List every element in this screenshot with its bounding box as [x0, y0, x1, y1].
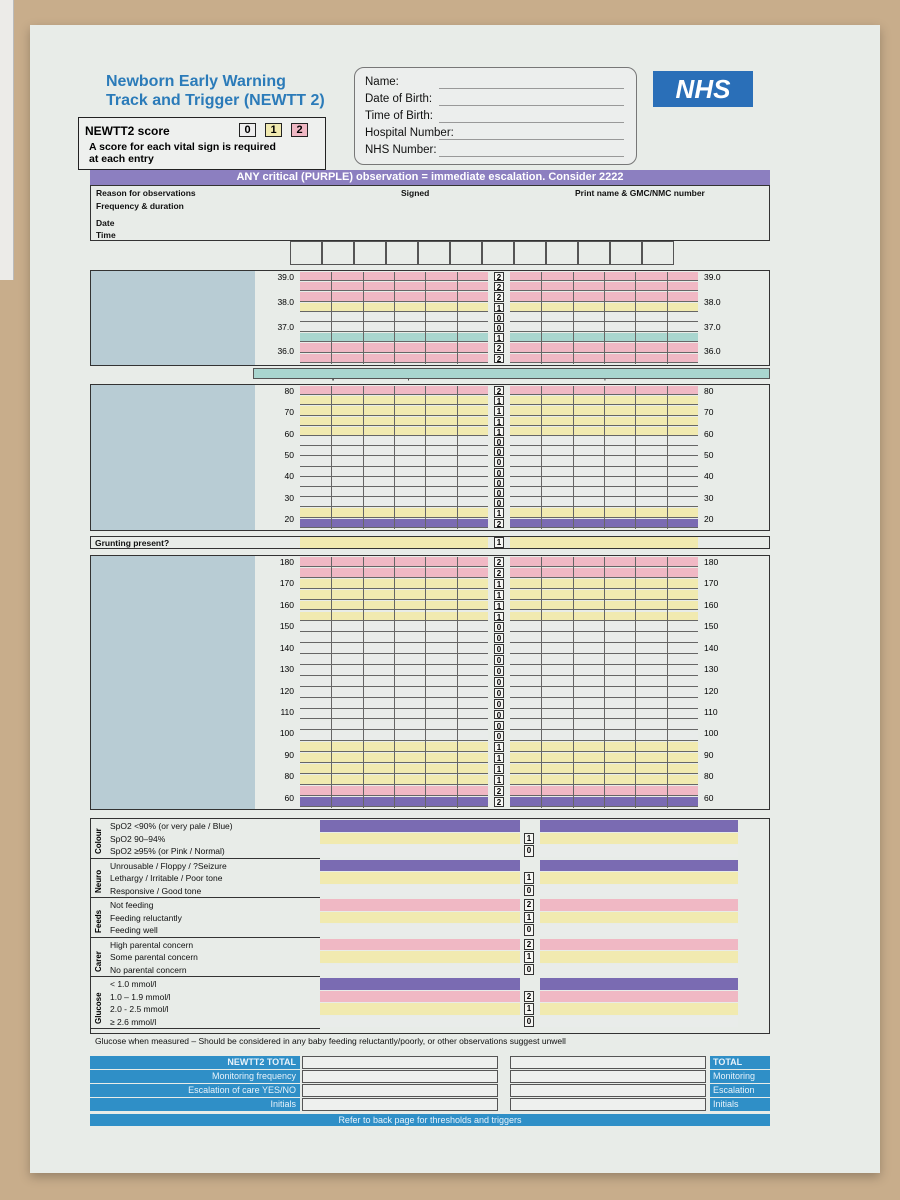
totals-r_monitoring-label: Monitoring: [710, 1070, 770, 1083]
heart_rate-tick-left: 180: [279, 557, 294, 567]
heart_rate-tick-left: 130: [279, 664, 294, 675]
totals-grid-right[interactable]: [510, 1070, 706, 1083]
grid-divider: [457, 557, 458, 808]
respirations-tick-right: 70: [704, 407, 714, 418]
colour-row-label: SpO2 90–94%: [110, 833, 166, 844]
neuro-side-label: Neuro: [94, 869, 103, 893]
grid-divider: [604, 386, 605, 529]
print-name-label: Print name & GMC/NMC number: [575, 188, 705, 198]
totals-grid-right[interactable]: [510, 1098, 706, 1111]
grunting-grid-left[interactable]: [300, 537, 488, 548]
feeds-grid-left[interactable]: [320, 899, 520, 911]
temperature-tick-left: 39.0: [277, 272, 294, 282]
neuro-grid-left[interactable]: [320, 885, 520, 897]
respirations-score-cell: 2: [494, 386, 504, 395]
respirations-tick-right: 50: [704, 449, 714, 460]
grid-divider: [363, 272, 364, 364]
respirations-tick-right: 60: [704, 428, 714, 439]
grid-divider: [573, 557, 574, 808]
heart_rate-score-cell: 1: [494, 590, 504, 600]
totals-r_total-label: TOTAL: [710, 1056, 770, 1069]
heart_rate-score-cell: 1: [494, 775, 504, 785]
grid-divider: [331, 557, 332, 808]
temperature-score-cell: 2: [494, 282, 504, 291]
signed-label: Signed: [401, 188, 430, 198]
temperature-score-cell: 1: [494, 333, 504, 342]
heart_rate-tick-right: 170: [704, 578, 719, 589]
carer-score-cell: 1: [524, 951, 534, 963]
grid-divider: [635, 557, 636, 808]
heart_rate-score-cell: 2: [494, 786, 504, 796]
glucose-grid-right[interactable]: [540, 1016, 738, 1028]
score-key-label: NEWTT2 score: [85, 124, 170, 138]
glucose-grid-left[interactable]: [320, 1003, 520, 1015]
heart_rate-score-cell: 2: [494, 797, 504, 807]
respirations-score-cell: 0: [494, 498, 504, 507]
grid-divider: [573, 386, 574, 529]
respirations-tick-left: 20: [284, 513, 294, 524]
heart_rate-score-cell: 1: [494, 753, 504, 763]
heart_rate-tick-right: 100: [704, 728, 719, 739]
totals-r_escalation-label: Escalation: [710, 1084, 770, 1097]
glucose-row-label: 1.0 – 1.9 mmol/l: [110, 991, 171, 1002]
totals-grid-left[interactable]: [302, 1084, 498, 1097]
heart_rate-score-cell: 0: [494, 644, 504, 654]
heart_rate-score-cell: 0: [494, 666, 504, 676]
patient-dob-line[interactable]: [439, 105, 624, 106]
heart_rate-score-cell: 0: [494, 633, 504, 643]
temperature-score-cell: 2: [494, 272, 504, 281]
date-time-cell[interactable]: [418, 241, 450, 265]
respirations-score-cell: 1: [494, 396, 504, 405]
feeds-side-label: Feeds: [94, 909, 103, 933]
totals-grid-right[interactable]: [510, 1084, 706, 1097]
respirations-tick-left: 80: [284, 386, 294, 396]
heart_rate-label-panel: [91, 556, 255, 809]
carer-grid-right[interactable]: [540, 951, 738, 963]
heart_rate-score-cell: 0: [494, 721, 504, 731]
grunting-label: Grunting present?: [95, 538, 170, 548]
grid-divider: [667, 272, 668, 364]
neuro-row-label: Responsive / Good tone: [110, 885, 202, 896]
colour-grid-right[interactable]: [540, 833, 738, 845]
grid-divider: [363, 557, 364, 808]
temperature-score-cell: 2: [494, 343, 504, 352]
feeds-row-label: Not feeding: [110, 900, 154, 910]
feeds-score-cell: 1: [524, 912, 534, 924]
respirations-tick-left: 60: [284, 428, 294, 439]
glucose-grid-left[interactable]: [320, 991, 520, 1003]
neuro-row-label: Lethargy / Irritable / Poor tone: [110, 873, 223, 883]
glucose-grid-left[interactable]: [320, 978, 520, 990]
grid-divider: [541, 386, 542, 529]
patient-tob-line[interactable]: [439, 122, 624, 123]
temperature-alert-bar: [253, 368, 770, 379]
grid-divider: [541, 557, 542, 808]
grid-divider: [667, 557, 668, 808]
feeds-grid-left[interactable]: [320, 924, 520, 936]
respirations-tick-left: 70: [284, 407, 294, 418]
totals-grid-left[interactable]: [302, 1056, 498, 1069]
respirations-score-cell: 1: [494, 427, 504, 436]
totals-r_initials-label: Initials: [710, 1098, 770, 1111]
grid-divider: [331, 272, 332, 364]
carer-score-cell: 0: [524, 964, 534, 976]
colour-grid-right[interactable]: [540, 820, 738, 832]
grid-divider: [573, 272, 574, 364]
group-divider: [90, 937, 320, 938]
heart_rate-score-cell: 0: [494, 710, 504, 720]
glucose-score-cell: 2: [524, 991, 534, 1003]
date-time-cell[interactable]: [610, 241, 642, 265]
respirations-tick-left: 50: [284, 449, 294, 460]
group-divider: [90, 976, 320, 977]
frequency-label: Frequency & duration: [96, 201, 184, 211]
colour-grid-left[interactable]: [320, 820, 520, 832]
temperature-tick-right: 37.0: [704, 321, 721, 332]
heart_rate-tick-right: 60: [704, 792, 714, 803]
respirations-tick-right: 40: [704, 471, 714, 482]
grid-divider: [457, 272, 458, 364]
patient-hospital-line[interactable]: [439, 139, 624, 140]
heart_rate-score-cell: 0: [494, 699, 504, 709]
heart_rate-tick-right: 90: [704, 749, 714, 760]
glucose-grid-right[interactable]: [540, 978, 738, 990]
respirations-tick-right: 30: [704, 492, 714, 503]
grid-divider: [425, 557, 426, 808]
date-label: Date: [96, 218, 115, 228]
heart_rate-tick-left: 90: [284, 749, 294, 760]
temperature-tick-right: 39.0: [704, 272, 721, 282]
colour-side-label: Colour: [94, 827, 103, 854]
background-paper: [0, 0, 14, 280]
reason-label: Reason for observations: [96, 188, 196, 198]
feeds-grid-right[interactable]: [540, 899, 738, 911]
totals-monitoring-label: Monitoring frequency: [90, 1070, 300, 1083]
respirations-score-cell: 0: [494, 488, 504, 497]
feeds-score-cell: 2: [524, 899, 534, 911]
temperature-score-cell: 0: [494, 323, 504, 332]
patient-name-label: Name:: [365, 76, 399, 88]
heart_rate-score-cell: 0: [494, 677, 504, 687]
heart_rate-score-cell: 1: [494, 764, 504, 774]
carer-score-cell: 2: [524, 939, 534, 951]
respirations-tick-right: 20: [704, 513, 714, 524]
respirations-tick-left: 40: [284, 471, 294, 482]
heart_rate-score-cell: 0: [494, 731, 504, 741]
grid-divider: [425, 386, 426, 529]
heart_rate-tick-right: 160: [704, 599, 719, 610]
date-time-cell[interactable]: [642, 241, 674, 265]
heart_rate-score-cell: 2: [494, 557, 504, 567]
heart_rate-tick-left: 140: [279, 642, 294, 653]
carer-grid-right[interactable]: [540, 964, 738, 976]
grunting-score: 1: [494, 537, 504, 548]
neuro-grid-right[interactable]: [540, 885, 738, 897]
temperature-tick-left: 37.0: [277, 321, 294, 332]
carer-row-label: No parental concern: [110, 964, 187, 975]
chart-title: [106, 72, 325, 110]
glucose-grid-right[interactable]: [540, 991, 738, 1003]
totals-grid-left[interactable]: [302, 1070, 498, 1083]
glucose-row-label: 2.0 - 2.5 mmol/l: [110, 1004, 169, 1014]
carer-grid-left[interactable]: [320, 951, 520, 963]
colour-score-cell: 1: [524, 833, 534, 845]
glucose-note: Glucose when measured – Should be considered in any baby feeding reluctantly/poorly, or other observations suggest unwell: [95, 1036, 566, 1046]
date-time-cell[interactable]: [514, 241, 546, 265]
colour-grid-left[interactable]: [320, 833, 520, 845]
heart_rate-tick-left: 110: [280, 706, 294, 717]
neuro-score-cell: 1: [524, 872, 534, 884]
respirations-score-cell: 0: [494, 468, 504, 477]
patient-dob-label: Date of Birth:: [365, 93, 433, 105]
heart_rate-tick-left: 100: [279, 728, 294, 739]
grid-divider: [331, 386, 332, 529]
heart_rate-tick-right: 180: [704, 557, 719, 567]
totals-grid-left[interactable]: [302, 1098, 498, 1111]
totals-escalation-label: Escalation of care YES/NO: [90, 1084, 300, 1097]
heart_rate-score-cell: 1: [494, 612, 504, 622]
heart_rate-score-cell: 0: [494, 688, 504, 698]
heart_rate-tick-left: 160: [279, 599, 294, 610]
note-line-2: at each entry: [89, 153, 154, 165]
neuro-grid-left[interactable]: [320, 872, 520, 884]
grunting-grid-right[interactable]: [510, 537, 698, 548]
temperature-score-cell: 1: [494, 303, 504, 312]
colour-score-cell: 0: [524, 845, 534, 857]
respirations-tick-left: 30: [284, 492, 294, 503]
temperature-label-panel: [91, 271, 255, 365]
neuro-grid-left[interactable]: [320, 860, 520, 872]
temperature-tick-right: 36.0: [704, 346, 721, 357]
header-block: [90, 185, 770, 241]
feeds-grid-right[interactable]: [540, 912, 738, 924]
colour-grid-right[interactable]: [540, 845, 738, 857]
heart_rate-score-cell: 2: [494, 568, 504, 578]
glucose-score-cell: 1: [524, 1003, 534, 1015]
respirations-score-cell: 0: [494, 457, 504, 466]
date-time-cell[interactable]: [386, 241, 418, 265]
totals-grid-right[interactable]: [510, 1056, 706, 1069]
heart_rate-tick-left: 170: [279, 578, 294, 589]
heart_rate-score-cell: 1: [494, 601, 504, 611]
date-time-cell[interactable]: [546, 241, 578, 265]
date-time-cell[interactable]: [322, 241, 354, 265]
grid-divider: [541, 272, 542, 364]
heart_rate-tick-right: 110: [704, 706, 718, 717]
score-key-box: [78, 117, 326, 170]
patient-name-line[interactable]: [439, 88, 624, 89]
glucose-row-label: ≥ 2.6 mmol/l: [110, 1016, 157, 1027]
respirations-score-cell: 0: [494, 478, 504, 487]
heart_rate-score-cell: 1: [494, 742, 504, 752]
patient-nhs-line[interactable]: [439, 156, 624, 157]
respirations-tick-right: 80: [704, 386, 714, 396]
heart_rate-tick-left: 120: [279, 685, 294, 696]
temperature-tick-right: 38.0: [704, 296, 721, 307]
temperature-tick-left: 36.0: [277, 346, 294, 357]
title-line-1: Newborn Early Warning: [106, 73, 286, 90]
group-divider: [90, 897, 320, 898]
grid-divider: [635, 272, 636, 364]
heart_rate-tick-right: 150: [704, 621, 719, 632]
group-divider: [90, 858, 320, 859]
respirations-score-cell: 1: [494, 508, 504, 517]
heart_rate-score-cell: 0: [494, 622, 504, 632]
respirations-score-cell: 2: [494, 519, 504, 528]
carer-grid-right[interactable]: [540, 939, 738, 951]
score-chip-0: 0: [239, 123, 256, 137]
grid-divider: [604, 272, 605, 364]
feeds-row-label: Feeding reluctantly: [110, 912, 182, 923]
heart_rate-tick-right: 80: [704, 771, 714, 782]
totals-initials-label: Initials: [90, 1098, 300, 1111]
glucose-grid-right[interactable]: [540, 1003, 738, 1015]
totals-total-label: NEWTT2 TOTAL: [90, 1056, 300, 1069]
heart_rate-tick-left: 80: [284, 771, 294, 782]
grid-divider: [635, 386, 636, 529]
date-time-cell[interactable]: [450, 241, 482, 265]
critical-banner: ANY critical (PURPLE) observation = immediate escalation. Consider 2222: [90, 170, 770, 185]
heart_rate-tick-left: 60: [284, 792, 294, 803]
neuro-score-cell: 0: [524, 885, 534, 897]
grid-divider: [457, 386, 458, 529]
respirations-score-cell: 0: [494, 437, 504, 446]
refer-bar: Refer to back page for thresholds and triggers: [90, 1114, 770, 1126]
date-time-cell[interactable]: [354, 241, 386, 265]
patient-tob-label: Time of Birth:: [365, 110, 433, 122]
heart_rate-tick-right: 140: [704, 642, 719, 653]
neuro-row-label: Unrousable / Floppy / ?Seizure: [110, 860, 227, 871]
group-divider: [90, 1028, 320, 1029]
grid-divider: [667, 386, 668, 529]
grid-divider: [604, 557, 605, 808]
colour-row-label: SpO2 <90% (or very pale / Blue): [110, 821, 233, 831]
date-time-cell[interactable]: [578, 241, 610, 265]
carer-grid-left[interactable]: [320, 964, 520, 976]
patient-details-box: [354, 67, 637, 165]
temperature-tick-left: 38.0: [277, 296, 294, 307]
glucose-row-label: < 1.0 mmol/l: [110, 979, 157, 989]
temperature-score-cell: 2: [494, 292, 504, 301]
carer-row-label: Some parental concern: [110, 952, 198, 962]
grid-divider: [394, 557, 395, 808]
heart_rate-tick-right: 130: [704, 664, 719, 675]
date-time-cell[interactable]: [290, 241, 322, 265]
respirations-score-cell: 0: [494, 447, 504, 456]
carer-row-label: High parental concern: [110, 939, 194, 950]
feeds-grid-right[interactable]: [540, 924, 738, 936]
heart_rate-tick-right: 120: [704, 685, 719, 696]
heart_rate-tick-left: 150: [279, 621, 294, 632]
neuro-grid-right[interactable]: [540, 860, 738, 872]
feeds-row-label: Feeding well: [110, 925, 158, 935]
glucose-grid-left[interactable]: [320, 1016, 520, 1028]
patient-nhs-label: NHS Number:: [365, 144, 437, 156]
respirations-score-cell: 1: [494, 417, 504, 426]
grid-divider: [363, 386, 364, 529]
respirations-score-cell: 1: [494, 406, 504, 415]
glucose-side-label: Glucose: [94, 992, 103, 1024]
nhs-logo: NHS: [653, 71, 753, 107]
neuro-grid-right[interactable]: [540, 872, 738, 884]
patient-hospital-label: Hospital Number:: [365, 127, 454, 139]
colour-row-label: SpO2 ≥95% (or Pink / Normal): [110, 846, 225, 856]
feeds-score-cell: 0: [524, 924, 534, 936]
heart_rate-score-cell: 0: [494, 655, 504, 665]
note-line-1: A score for each vital sign is required: [89, 141, 276, 153]
heart_rate-score-cell: 1: [494, 579, 504, 589]
title-line-2: Track and Trigger (NEWTT 2): [106, 92, 325, 109]
grid-divider: [425, 272, 426, 364]
carer-side-label: Carer: [94, 951, 103, 972]
glucose-score-cell: 0: [524, 1016, 534, 1028]
respirations-label-panel: [91, 385, 255, 530]
date-time-cell[interactable]: [482, 241, 514, 265]
score-chip-1: 1: [265, 123, 282, 137]
carer-grid-left[interactable]: [320, 939, 520, 951]
feeds-grid-left[interactable]: [320, 912, 520, 924]
grid-divider: [394, 272, 395, 364]
score-key-note: [89, 141, 309, 165]
colour-grid-left[interactable]: [320, 845, 520, 857]
score-chip-2: 2: [291, 123, 308, 137]
time-label: Time: [96, 230, 116, 240]
grid-divider: [394, 386, 395, 529]
temperature-score-cell: 0: [494, 313, 504, 322]
temperature-score-cell: 2: [494, 354, 504, 363]
